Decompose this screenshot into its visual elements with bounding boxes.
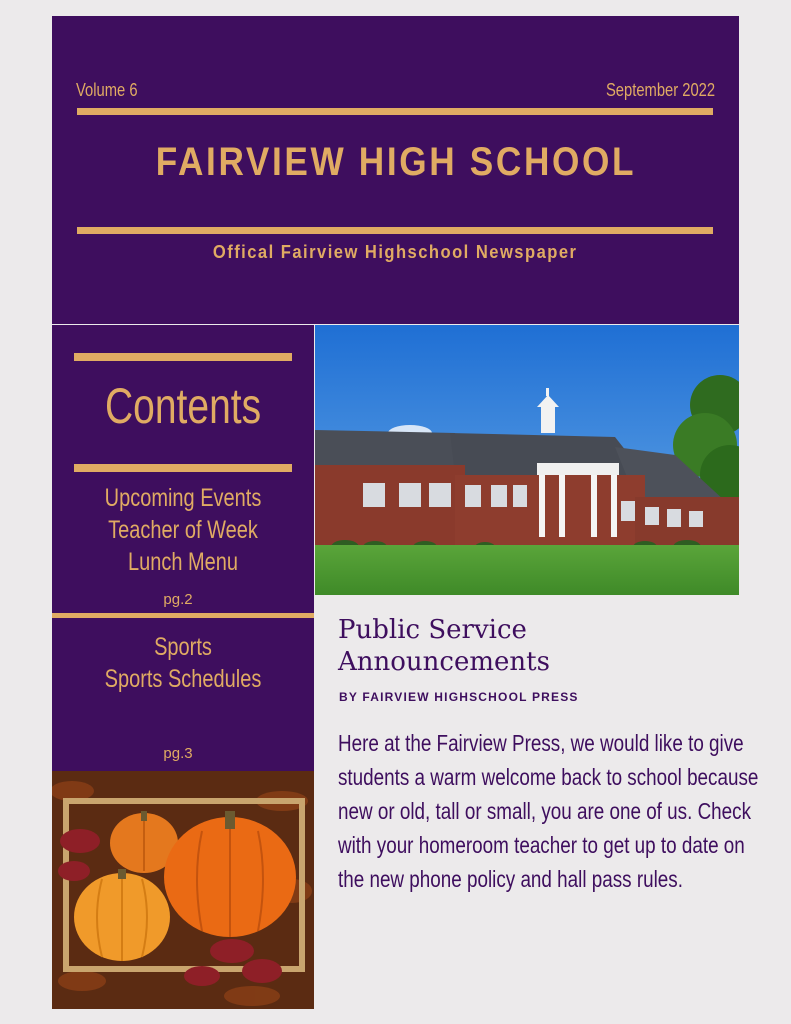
article-body: Here at the Fairview Press, we would like to give students a warm welcome back to school because new or old, tall or small, you are one of us. Check with your homeroom teacher to get up to date on the new phone policy and hall pass rules. [338,730,759,892]
toc-divider [52,613,314,618]
toc-item-sports: Sports [154,633,212,661]
toc-page-2: pg.2 [163,591,193,608]
toc-page-3: pg.3 [163,745,193,762]
contents-heading: Contents [104,378,262,434]
header-divider-top [77,108,713,115]
toc-section-1 [52,482,314,578]
article-title-line-1: Public Service [338,615,527,645]
toc-item-sports-schedules: Sports Schedules [104,665,262,693]
pumpkin-photo [52,771,314,1009]
article-title-line-2: Announcements [338,647,550,677]
masthead-banner [52,16,739,324]
toc-item-lunch-menu: Lunch Menu [127,548,239,576]
article-byline: BY FAIRVIEW HIGHSCHOOL PRESS [339,690,579,704]
issue-date: September 2022 [605,80,715,100]
contents-sidebar [52,325,314,771]
article-title [338,614,758,678]
school-building-photo [315,325,739,595]
volume-label: Volume 6 [76,80,138,100]
toc-item-teacher-of-week: Teacher of Week [108,516,258,544]
newspaper-subtitle: Offical Fairview Highschool Newspaper [213,242,578,262]
header-divider-bottom [77,227,713,234]
toc-section-2 [52,631,314,695]
contents-divider-top [74,353,292,361]
contents-divider-bottom [74,464,292,472]
toc-item-upcoming-events: Upcoming Events [104,484,262,512]
newspaper-title: FAIRVIEW HIGH SCHOOL [155,140,636,184]
